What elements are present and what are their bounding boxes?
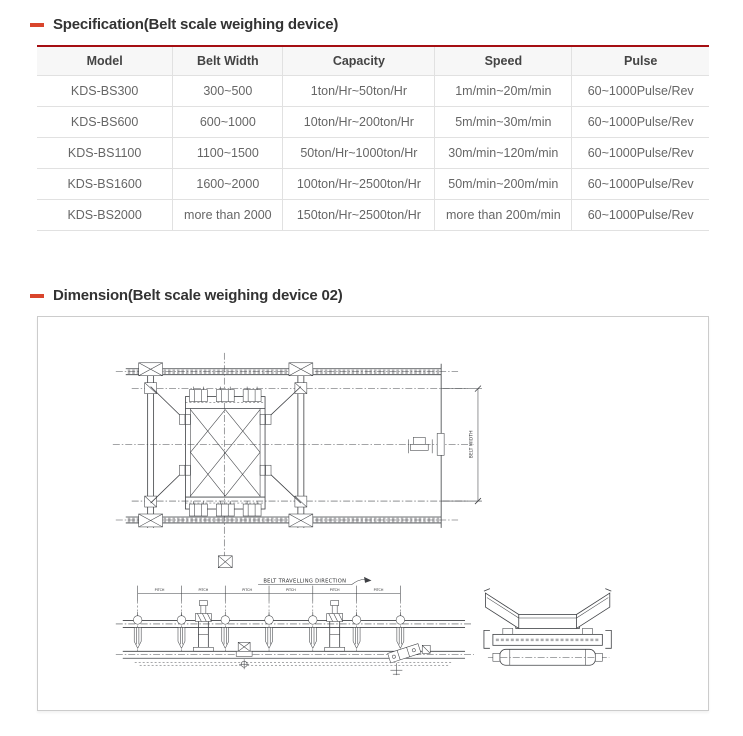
table-row xyxy=(37,76,709,107)
table-cell: 100ton/Hr~2500ton/Hr xyxy=(283,169,435,200)
belt-direction-label: BELT TRAVELLING DIRECTION xyxy=(263,578,347,585)
pitch-label: PITCH xyxy=(242,588,253,593)
pitch-label: PITCH xyxy=(329,588,340,593)
spec-table xyxy=(37,45,709,231)
table-cell: KDS-BS2000 xyxy=(37,200,173,231)
column-header: Speed xyxy=(435,46,572,76)
table-row xyxy=(37,200,709,231)
pitch-label: PITCH xyxy=(373,588,384,593)
section-bullet-icon xyxy=(30,23,44,27)
table-cell: 1600~2000 xyxy=(173,169,283,200)
table-cell: 1m/min~20m/min xyxy=(435,76,572,107)
side-view xyxy=(116,577,474,675)
table-cell: 600~1000 xyxy=(173,107,283,138)
table-cell: 5m/min~30m/min xyxy=(435,107,572,138)
spec-table-header-row xyxy=(37,46,709,76)
table-cell: 60~1000Pulse/Rev xyxy=(572,200,709,231)
column-header: Pulse xyxy=(572,46,709,76)
dimension-section-title: Dimension(Belt scale weighing device 02) xyxy=(53,287,343,304)
table-row xyxy=(37,138,709,169)
table-cell: 10ton/Hr~200ton/Hr xyxy=(283,107,435,138)
column-header: Capacity xyxy=(283,46,435,76)
pitch-label: PITCH xyxy=(286,588,296,593)
table-cell: 60~1000Pulse/Rev xyxy=(572,169,709,200)
table-row xyxy=(37,107,709,138)
pitch-label: PITCH xyxy=(198,588,209,593)
end-view xyxy=(484,589,611,666)
table-cell: 60~1000Pulse/Rev xyxy=(572,107,709,138)
table-cell: KDS-BS300 xyxy=(37,76,173,107)
table-cell: 50m/min~200m/min xyxy=(435,169,572,200)
belt-scale-technical-drawing xyxy=(38,317,708,710)
table-cell: more than 2000 xyxy=(173,200,283,231)
table-cell: 150ton/Hr~2500ton/Hr xyxy=(283,200,435,231)
table-cell: 50ton/Hr~1000ton/Hr xyxy=(283,138,435,169)
dimension-section-header xyxy=(30,287,709,304)
pitch-label: PITCH xyxy=(154,588,165,593)
table-cell: 60~1000Pulse/Rev xyxy=(572,138,709,169)
table-cell: 300~500 xyxy=(173,76,283,107)
table-cell: 1100~1500 xyxy=(173,138,283,169)
spec-table-body xyxy=(37,76,709,231)
specification-section-title: Specification(Belt scale weighing device) xyxy=(53,16,339,33)
column-header: Belt Width xyxy=(173,46,283,76)
section-bullet-icon xyxy=(30,294,44,298)
table-cell: 1ton/Hr~50ton/Hr xyxy=(283,76,435,107)
belt-width-label: BELT WIDTH xyxy=(469,430,475,459)
table-row xyxy=(37,169,709,200)
specification-section-header xyxy=(30,16,709,33)
plan-view xyxy=(113,353,482,568)
table-cell: 60~1000Pulse/Rev xyxy=(572,76,709,107)
dimension-drawing-panel xyxy=(37,316,709,711)
table-cell: more than 200m/min xyxy=(435,200,572,231)
table-cell: KDS-BS600 xyxy=(37,107,173,138)
table-cell: 30m/min~120m/min xyxy=(435,138,572,169)
table-cell: KDS-BS1600 xyxy=(37,169,173,200)
table-cell: KDS-BS1100 xyxy=(37,138,173,169)
column-header: Model xyxy=(37,46,173,76)
